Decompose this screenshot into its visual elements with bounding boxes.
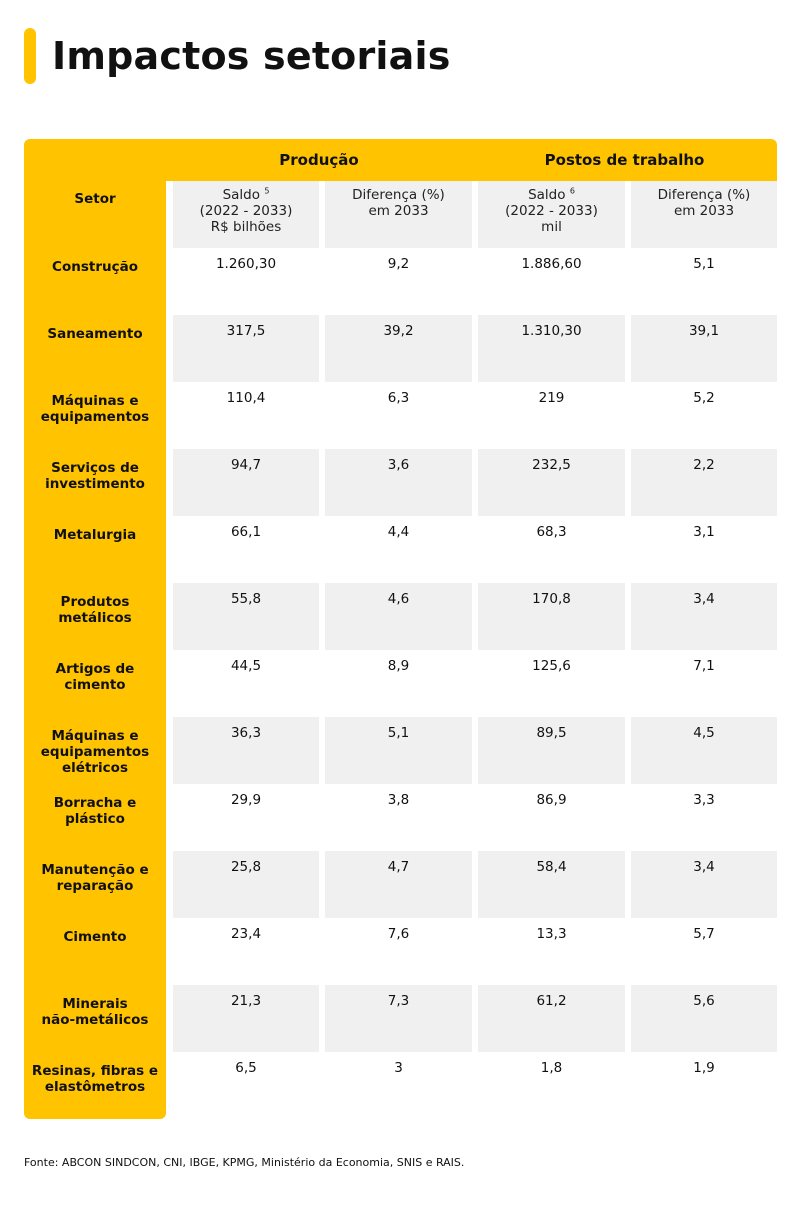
table-row: [24, 784, 777, 851]
table-row: [24, 1052, 777, 1119]
column-header-saldo-producao: Saldo $^5$ (2022 - 2033) R$ bilhões: [166, 181, 319, 248]
cell-dif-prod: 7,3: [319, 985, 472, 1052]
sector-name: Resinas, fibras e elastômetros: [24, 1052, 166, 1119]
cell-dif-postos: 1,9: [625, 1052, 777, 1119]
sector-name: Manutenção e reparação: [24, 851, 166, 918]
cell-saldo-postos: 232,5: [472, 449, 625, 516]
table-row: [24, 918, 777, 985]
column-header-diferenca-producao: Diferença (%) em 2033: [319, 181, 472, 248]
group-label-postos: Postos de trabalho: [544, 151, 705, 169]
sector-name: Serviços de investimento: [24, 449, 166, 516]
cell-dif-prod: 8,9: [319, 650, 472, 717]
sector-name: Máquinas e equipamentos elétricos: [24, 717, 166, 784]
table-row: [24, 985, 777, 1052]
cell-saldo-prod: 6,5: [166, 1052, 319, 1119]
sector-impact-table: [24, 139, 777, 1119]
cell-saldo-postos: 1.310,30: [472, 315, 625, 382]
table-row: [24, 851, 777, 918]
cell-saldo-postos: 86,9: [472, 784, 625, 851]
table-row: [24, 248, 777, 315]
cell-dif-prod: 3,6: [319, 449, 472, 516]
table-row: [24, 315, 777, 382]
column-header-row: [24, 181, 777, 248]
cell-saldo-postos: 68,3: [472, 516, 625, 583]
column-header-diferenca-postos: Diferença (%) em 2033: [625, 181, 777, 248]
page-title: Impactos setoriais: [52, 34, 451, 78]
cell-dif-prod: 4,7: [319, 851, 472, 918]
sector-name: Máquinas e equipamentos: [24, 382, 166, 449]
sector-name: Produtos metálicos: [24, 583, 166, 650]
title-accent-bar: [24, 28, 36, 84]
cell-dif-postos: 3,1: [625, 516, 777, 583]
sector-name: Metalurgia: [24, 516, 166, 583]
cell-saldo-prod: 29,9: [166, 784, 319, 851]
sector-name: Saneamento: [24, 315, 166, 382]
cell-dif-postos: 5,1: [625, 248, 777, 315]
cell-dif-postos: 3,4: [625, 851, 777, 918]
cell-dif-postos: 39,1: [625, 315, 777, 382]
cell-dif-postos: 3,3: [625, 784, 777, 851]
cell-dif-prod: 6,3: [319, 382, 472, 449]
sector-name: Cimento: [24, 918, 166, 985]
table-row: [24, 650, 777, 717]
table-row: [24, 516, 777, 583]
cell-dif-prod: 4,6: [319, 583, 472, 650]
table-body: [24, 248, 777, 1119]
source-note: Fonte: ABCON SINDCON, CNI, IBGE, KPMG, Ministério da Economia, SNIS e RAIS.: [24, 1156, 465, 1169]
cell-saldo-prod: 25,8: [166, 851, 319, 918]
cell-saldo-prod: 1.260,30: [166, 248, 319, 315]
cell-saldo-postos: 58,4: [472, 851, 625, 918]
table-row: [24, 717, 777, 784]
table-row: [24, 583, 777, 650]
cell-dif-postos: 4,5: [625, 717, 777, 784]
cell-saldo-postos: 170,8: [472, 583, 625, 650]
cell-dif-postos: 2,2: [625, 449, 777, 516]
column-header-setor: Setor: [24, 181, 166, 248]
sector-name: Borracha e plástico: [24, 784, 166, 851]
cell-saldo-prod: 21,3: [166, 985, 319, 1052]
cell-saldo-prod: 36,3: [166, 717, 319, 784]
cell-dif-prod: 3: [319, 1052, 472, 1119]
group-header-row: [24, 139, 777, 181]
cell-saldo-prod: 94,7: [166, 449, 319, 516]
cell-saldo-prod: 317,5: [166, 315, 319, 382]
cell-dif-prod: 39,2: [319, 315, 472, 382]
cell-saldo-prod: 66,1: [166, 516, 319, 583]
cell-dif-prod: 5,1: [319, 717, 472, 784]
sector-name: Construção: [24, 248, 166, 315]
column-header-saldo-postos: Saldo $^6$ (2022 - 2033) mil: [472, 181, 625, 248]
table-row: [24, 449, 777, 516]
cell-dif-postos: 5,2: [625, 382, 777, 449]
cell-dif-postos: 5,7: [625, 918, 777, 985]
cell-saldo-postos: 61,2: [472, 985, 625, 1052]
cell-saldo-postos: 219: [472, 382, 625, 449]
group-label-producao: Produção: [279, 151, 359, 169]
cell-saldo-prod: 110,4: [166, 382, 319, 449]
cell-dif-prod: 4,4: [319, 516, 472, 583]
cell-saldo-postos: 1,8: [472, 1052, 625, 1119]
sector-name: Minerais não-metálicos: [24, 985, 166, 1052]
cell-dif-prod: 7,6: [319, 918, 472, 985]
cell-dif-postos: 7,1: [625, 650, 777, 717]
cell-saldo-postos: 13,3: [472, 918, 625, 985]
cell-saldo-postos: 125,6: [472, 650, 625, 717]
cell-saldo-prod: 55,8: [166, 583, 319, 650]
table-row: [24, 382, 777, 449]
cell-dif-postos: 3,4: [625, 583, 777, 650]
cell-dif-prod: 3,8: [319, 784, 472, 851]
cell-dif-prod: 9,2: [319, 248, 472, 315]
cell-saldo-postos: 89,5: [472, 717, 625, 784]
cell-saldo-prod: 44,5: [166, 650, 319, 717]
cell-saldo-prod: 23,4: [166, 918, 319, 985]
cell-dif-postos: 5,6: [625, 985, 777, 1052]
sector-name: Artigos de cimento: [24, 650, 166, 717]
cell-saldo-postos: 1.886,60: [472, 248, 625, 315]
